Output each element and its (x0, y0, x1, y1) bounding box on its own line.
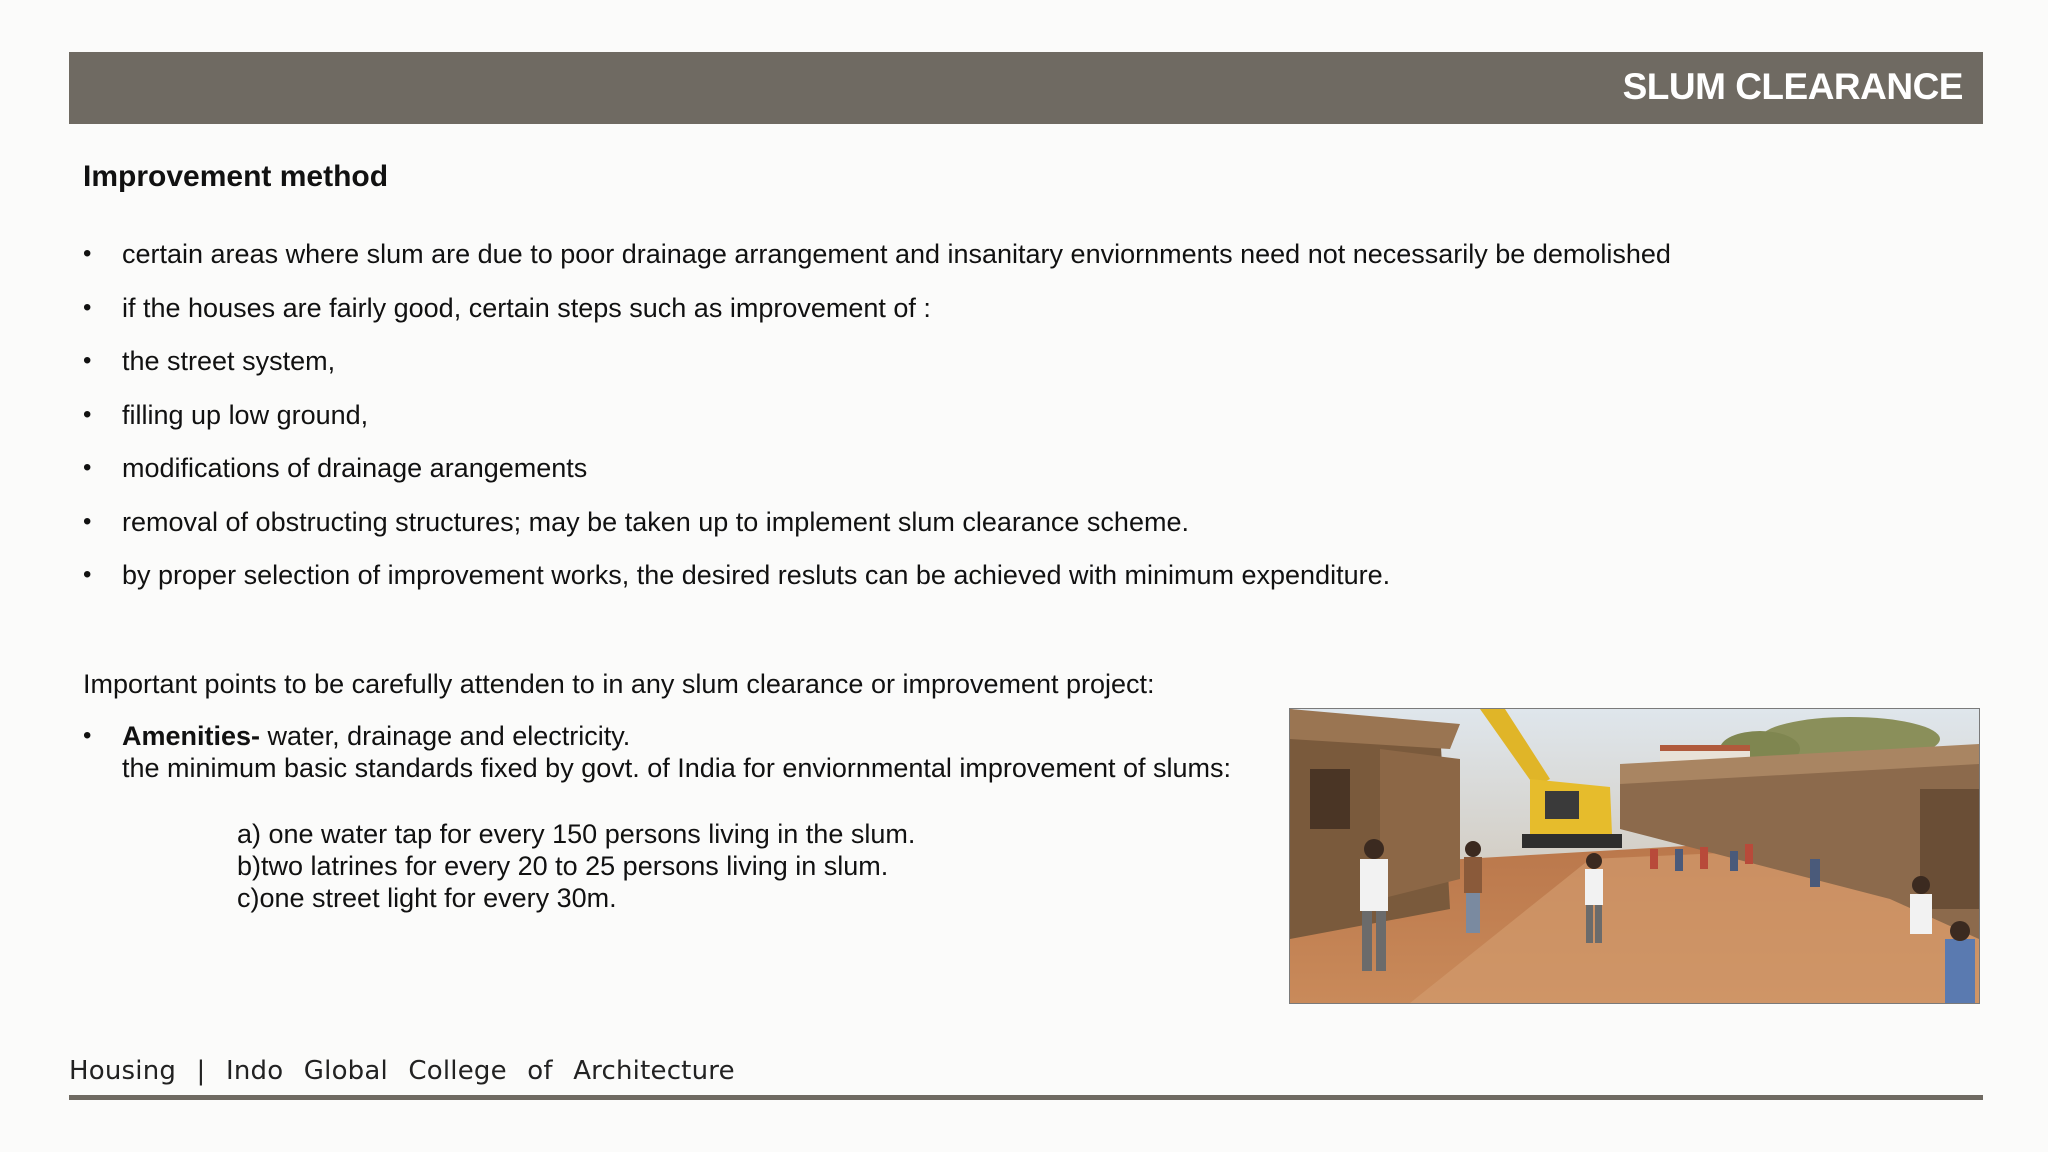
list-item (83, 343, 1671, 379)
list-item (83, 397, 1671, 433)
standards-intro: the minimum basic standards fixed by govt. of India for enviornmental improvement of slums: (122, 753, 1231, 783)
amenities-label: Amenities- (122, 721, 261, 751)
list-item-text: modifications of drainage arangements (122, 453, 588, 483)
header-bar (69, 52, 1983, 124)
important-points-title: Important points to be carefully attenden to in any slum clearance or improvement project: (83, 669, 1155, 699)
list-item (83, 504, 1671, 540)
list-item (83, 450, 1671, 486)
amenities-text: water, drainage and electricity. (260, 721, 631, 751)
standard-item: a) one water tap for every 150 persons living in the slum. (237, 819, 916, 849)
standards-list (237, 818, 915, 914)
bullet-icon: • (83, 722, 92, 749)
slide-title: SLUM CLEARANCE (1622, 66, 1963, 107)
footer-divider (69, 1095, 1983, 1100)
standard-item: b)two latrines for every 20 to 25 persons living in slum. (237, 851, 889, 881)
footer-text: Housing | Indo Global College of Architecture (69, 1056, 735, 1086)
list-item-text: certain areas where slum are due to poor drainage arrangement and insanitary enviornments need not necessarily be demolished (122, 239, 1671, 269)
list-item (83, 557, 1671, 593)
list-item (83, 236, 1671, 272)
list-item-text: if the houses are fairly good, certain steps such as improvement of : (122, 292, 931, 323)
bullet-icon: • (83, 400, 92, 428)
bullet-icon: • (83, 561, 92, 588)
list-item-text: filling up low ground, (122, 399, 369, 430)
amenities-bullet (83, 720, 1231, 784)
list-item-text: by proper selection of improvement works, the desired resluts can be achieved with minimum expenditure. (122, 560, 1391, 590)
slum-clearance-photo (1289, 708, 1980, 1004)
list-item (83, 290, 1671, 326)
bullet-icon: • (83, 293, 92, 321)
bullet-icon: • (83, 507, 92, 535)
bullet-icon: • (83, 454, 92, 481)
improvement-bullet-list (83, 236, 1671, 611)
bullet-icon: • (83, 240, 92, 267)
bullet-icon: • (83, 347, 92, 374)
standard-item: c)one street light for every 30m. (237, 883, 617, 913)
list-item-text: the street system, (122, 346, 336, 376)
list-item-text: removal of obstructing structures; may be taken up to implement slum clearance scheme. (122, 506, 1189, 537)
section-title: Improvement method (83, 160, 389, 193)
